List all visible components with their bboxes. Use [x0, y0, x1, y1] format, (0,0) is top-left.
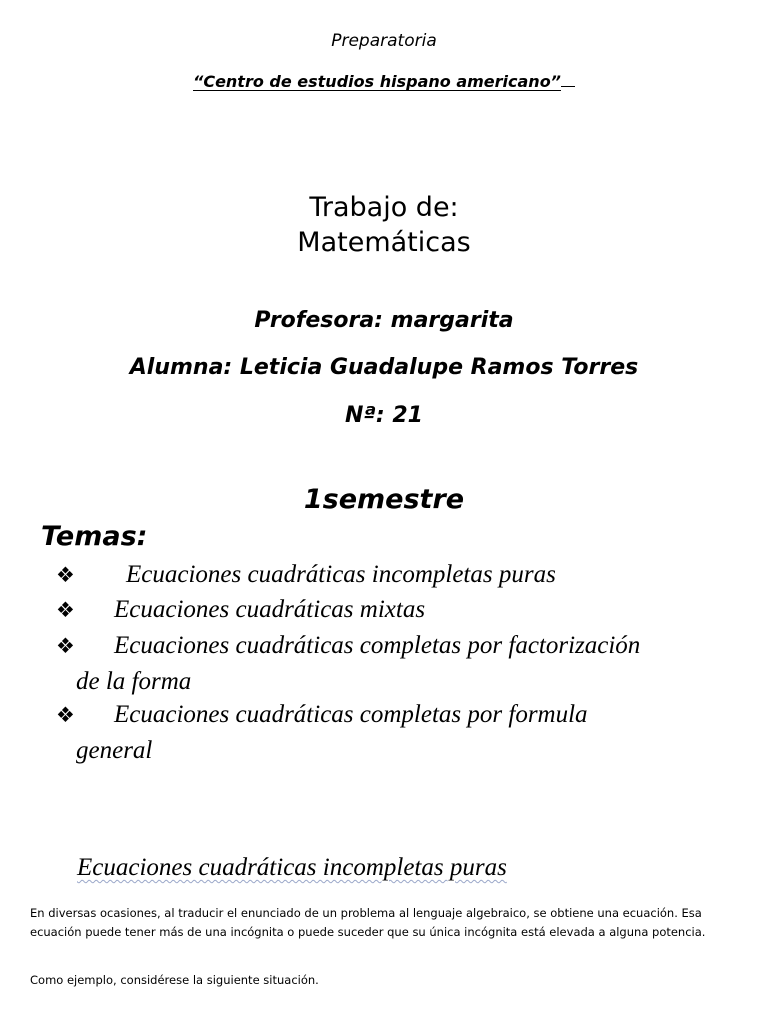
- topic-item: [56, 628, 736, 699]
- topic-text: Ecuaciones cuadráticas incompletas puras: [126, 561, 556, 588]
- topic-text-continued: de la forma: [76, 668, 192, 695]
- work-title-line2: Matemáticas: [297, 227, 471, 258]
- work-title-line1: Trabajo de:: [309, 192, 459, 223]
- school-type: Preparatoria: [331, 31, 437, 51]
- teacher-name: Profesora: margarita: [254, 308, 514, 333]
- topic-text-continued: general: [76, 737, 153, 764]
- underline-tail: [561, 76, 575, 87]
- semester: 1semestre: [303, 484, 465, 515]
- topics-heading: Temas:: [41, 521, 148, 552]
- section-heading: Ecuaciones cuadráticas incompletas puras: [77, 854, 507, 881]
- diamond-bullet-icon: ❖: [56, 563, 75, 587]
- student-number: Nª: 21: [345, 403, 423, 428]
- diamond-bullet-icon: ❖: [56, 634, 75, 658]
- work-title: [0, 190, 768, 260]
- topic-item: [56, 697, 736, 768]
- body-paragraph: Como ejemplo, considérese la siguiente situación.: [30, 973, 319, 987]
- topic-item: [56, 557, 736, 593]
- diamond-bullet-icon: ❖: [56, 703, 75, 727]
- topic-text: Ecuaciones cuadráticas completas por formula: [114, 701, 588, 728]
- diamond-bullet-icon: ❖: [56, 598, 75, 622]
- topic-text: Ecuaciones cuadráticas mixtas: [114, 596, 426, 623]
- school-name: [0, 72, 768, 91]
- body-paragraph: En diversas ocasiones, al traducir el enunciado de un problema al lenguaje algebraico, se obtiene una ecuación. Esa ecuación puede tener más de una incógnita o puede suceder que su única incógnita está elevada a alguna potencia.: [30, 906, 706, 939]
- student-name: Alumna: Leticia Guadalupe Ramos Torres: [129, 355, 639, 380]
- topic-item: [56, 592, 736, 628]
- topic-text: Ecuaciones cuadráticas completas por factorización: [114, 632, 641, 659]
- school-name-text: “Centro de estudios hispano americano”: [193, 72, 561, 91]
